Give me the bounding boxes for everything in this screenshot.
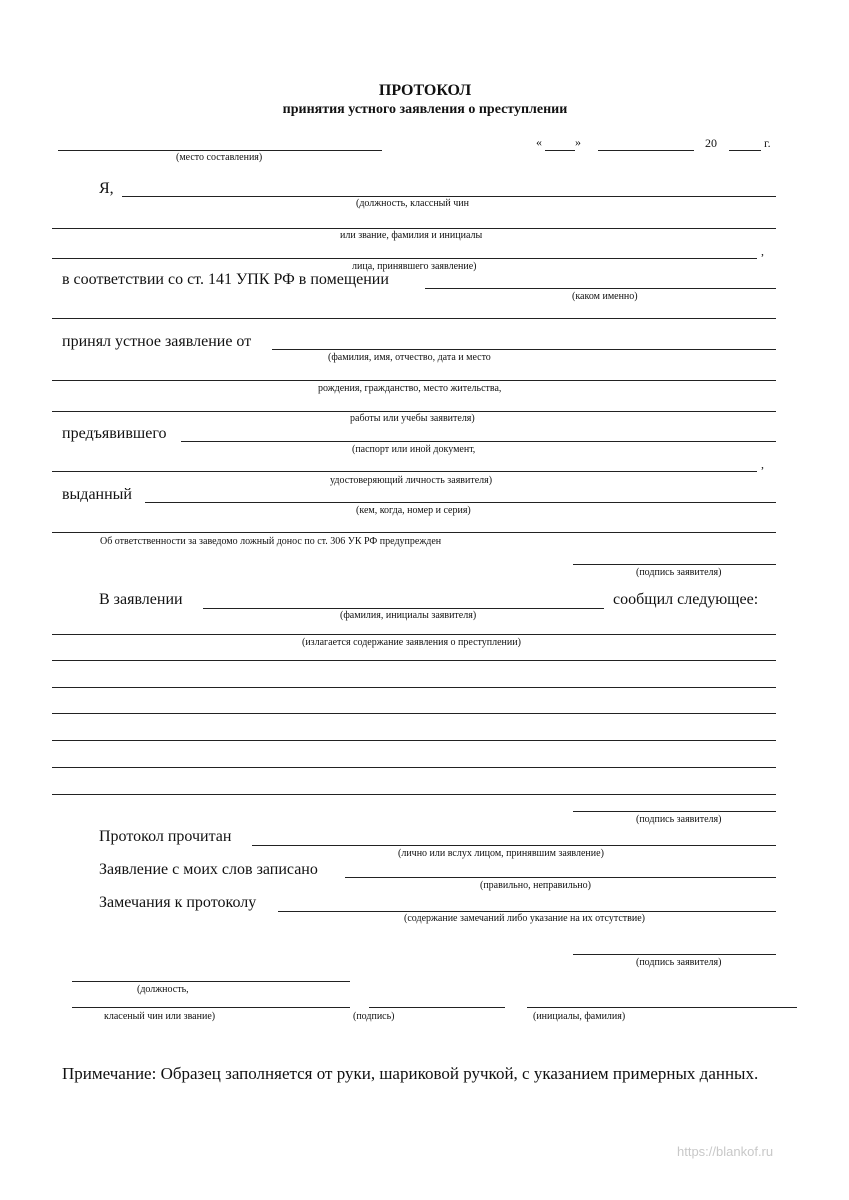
statement-content-line-6[interactable] [52, 767, 776, 768]
issued-field-2[interactable] [52, 532, 776, 533]
official-signature-field[interactable] [369, 1007, 505, 1008]
issued-field-1[interactable] [145, 502, 776, 503]
premises-caption: (каком именно) [572, 291, 638, 302]
watermark-link[interactable]: https://blankof.ru [677, 1144, 774, 1159]
footnote: Примечание: Образец заполняется от руки, шариковой ручкой, с указанием примерных данных. [62, 1064, 759, 1083]
from-caption-1: (фамилия, имя, отчество, дата и место [328, 352, 491, 363]
issued-caption: (кем, когда, номер и серия) [356, 505, 471, 516]
officer-caption-2: или звание, фамилия и инициалы [340, 230, 483, 241]
recorded-caption: (правильно, неправильно) [480, 880, 591, 891]
premises-field-2[interactable] [52, 318, 776, 319]
from-caption-3: работы или учебы заявителя) [350, 413, 475, 424]
recorded-field[interactable] [345, 877, 776, 878]
date-quote-close: » [575, 135, 581, 149]
remarks-label: Замечания к протоколу [99, 894, 257, 911]
signature-caption-3: (подпись заявителя) [636, 957, 722, 968]
presented-field-1[interactable] [181, 441, 776, 442]
position-caption-2: класеный чин или звание) [104, 1011, 216, 1022]
from-field-2[interactable] [52, 380, 776, 381]
date-quote-open: « [536, 135, 542, 149]
position-field[interactable] [72, 981, 350, 982]
remarks-field[interactable] [278, 911, 776, 912]
officer-label: Я, [99, 180, 114, 197]
presented-field-2[interactable] [52, 471, 757, 472]
signature-field-2[interactable] [573, 811, 776, 812]
officer-field-2[interactable] [52, 228, 776, 229]
signature-field-3[interactable] [573, 954, 776, 955]
place-field[interactable] [58, 150, 382, 151]
year-field[interactable] [729, 150, 761, 151]
statement-content-line-2[interactable] [52, 660, 776, 661]
statement-content-line-1[interactable] [52, 634, 776, 635]
statement-name-field[interactable] [203, 608, 604, 609]
place-caption: (место составления) [176, 152, 263, 163]
statement-label-right: сообщил следующее: [613, 591, 759, 608]
day-field[interactable] [545, 150, 575, 151]
officer-caption-3: лица, принявшего заявление) [352, 261, 477, 272]
warning-text: Об ответственности за заведомо ложный донос по ст. 306 УК РФ предупрежден [100, 536, 442, 547]
read-field[interactable] [252, 845, 776, 846]
officer-field-3[interactable] [52, 258, 757, 259]
issued-label: выданный [62, 486, 132, 503]
signature-field-1[interactable] [573, 564, 776, 565]
signature-caption-2: (подпись заявителя) [636, 814, 722, 825]
statement-caption: (фамилия, инициалы заявителя) [340, 610, 477, 621]
from-field-3[interactable] [52, 411, 776, 412]
officer-caption-1: (должность, классный чин [356, 198, 469, 209]
signature-caption-1: (подпись заявителя) [636, 567, 722, 578]
statement-content-line-7[interactable] [52, 794, 776, 795]
presented-label: предъявившего [62, 425, 167, 442]
statement-content-caption: (излагается содержание заявления о преступлении) [302, 637, 521, 648]
statement-content-line-5[interactable] [52, 740, 776, 741]
document-subtitle: принятия устного заявления о преступлении [282, 102, 568, 117]
statement-label: В заявлении [99, 591, 183, 608]
presented-caption-2: удостоверяющий личность заявителя) [330, 475, 493, 486]
premises-label: в соответствии со ст. 141 УПК РФ в помещении [62, 271, 389, 288]
official-signature-caption: (подпись) [353, 1011, 395, 1022]
statement-content-line-4[interactable] [52, 713, 776, 714]
remarks-caption: (содержание замечаний либо указание на их отсутствие) [404, 913, 645, 924]
official-name-caption: (инициалы, фамилия) [533, 1011, 626, 1022]
read-caption: (лично или вслух лицом, принявшим заявление) [398, 848, 604, 859]
officer-comma: , [761, 244, 764, 258]
document-title: ПРОТОКОЛ [378, 82, 472, 99]
year-prefix: 20 [705, 136, 717, 150]
from-label: принял устное заявление от [62, 333, 252, 350]
year-suffix: г. [764, 136, 771, 150]
from-caption-2: рождения, гражданство, место жительства, [318, 383, 502, 394]
statement-content-line-3[interactable] [52, 687, 776, 688]
read-label: Протокол прочитан [99, 828, 232, 845]
presented-comma: , [761, 457, 764, 471]
from-field-1[interactable] [272, 349, 776, 350]
official-name-field[interactable] [527, 1007, 797, 1008]
month-field[interactable] [598, 150, 694, 151]
position-caption-1: (должность, [137, 984, 189, 995]
rank-field[interactable] [72, 1007, 350, 1008]
officer-field-1[interactable] [122, 196, 776, 197]
presented-caption-1: (паспорт или иной документ, [352, 444, 476, 455]
recorded-label: Заявление с моих слов записано [99, 861, 318, 878]
premises-field[interactable] [425, 288, 776, 289]
